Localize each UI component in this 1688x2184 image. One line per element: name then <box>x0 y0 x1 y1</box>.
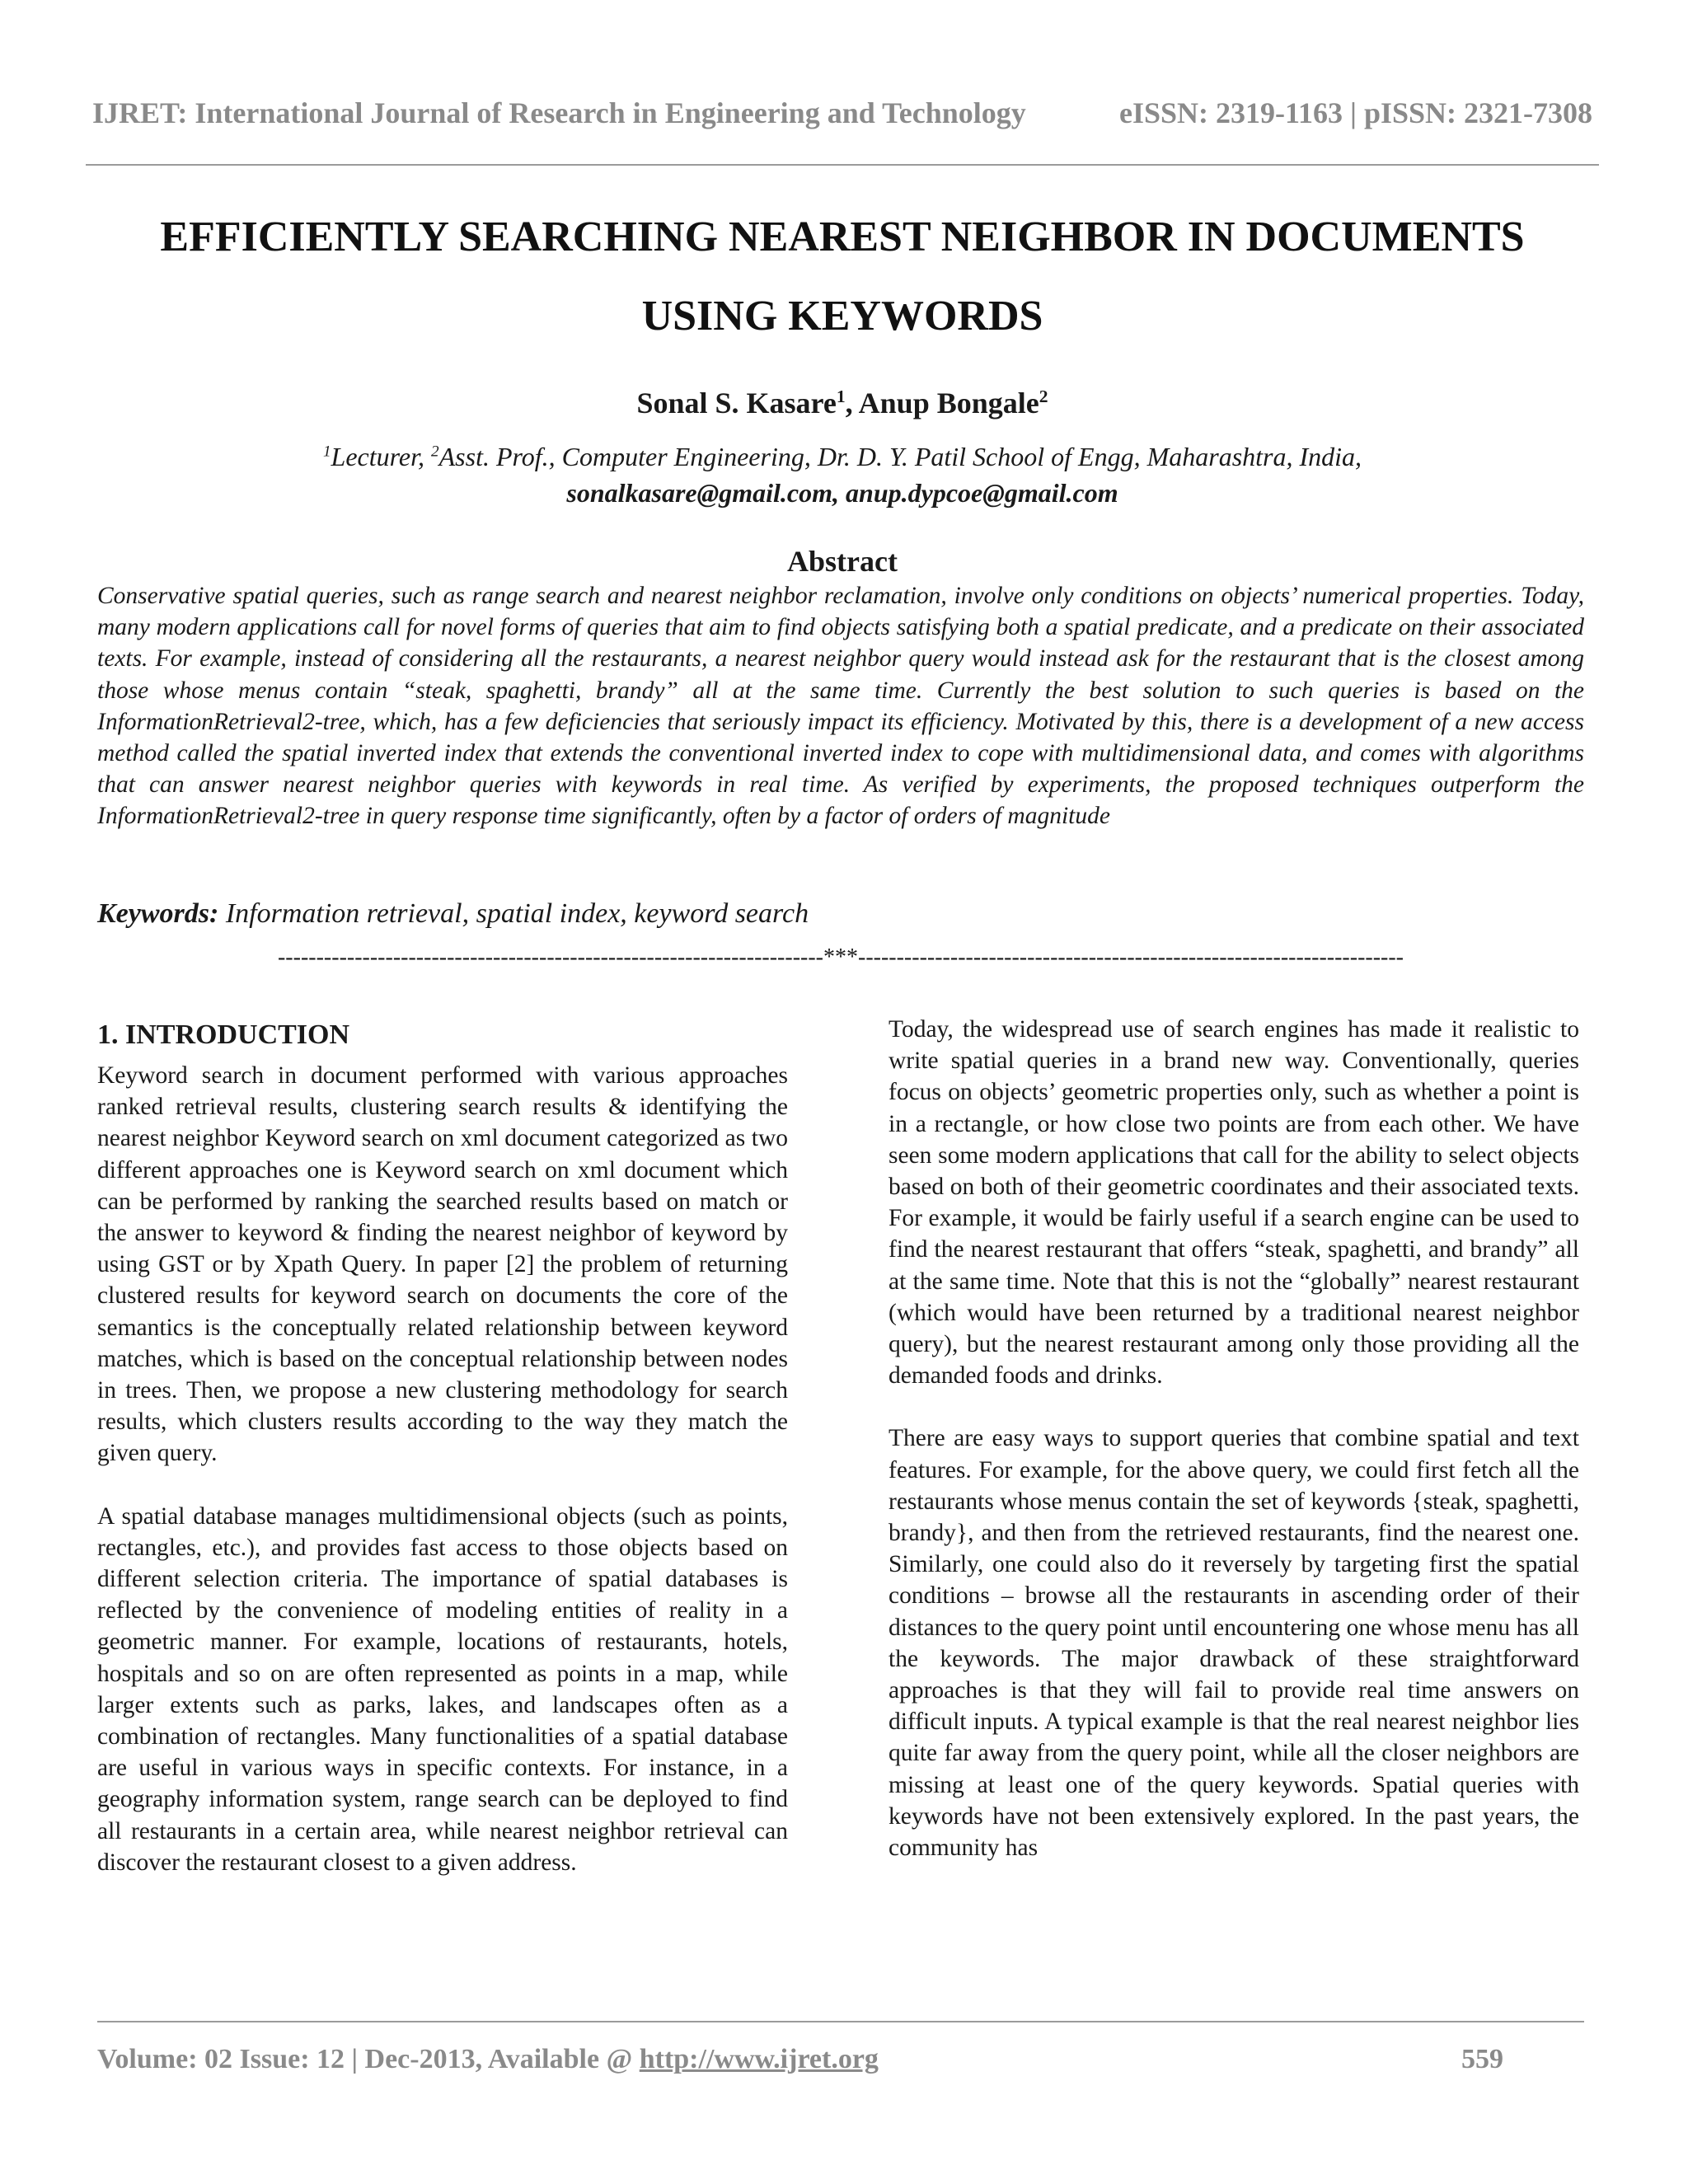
affil-role-2: Asst. Prof., Computer Engineering, Dr. D. Y. Patil School of Engg, Maharashtra, India, <box>438 442 1362 471</box>
page-number: 559 <box>1461 2044 1503 2074</box>
paper-title <box>86 198 1599 356</box>
paragraph: Keyword search in document performed with various approaches ranked retrieval results, clustering search results & identifying the nearest neighbor Keyword search on xml document categorized as two different approaches one is Keyword search on xml document which can be performed by ranking the searched results based on match or the answer to keyword & finding the nearest neighbor of keyword by using GST or by Xpath Query. In paper [2] the problem of returning clustered results for keyword search on documents the core of the semantics is the conceptually related relationship between keyword matches, which is based on the conceptual relationship between nodes in trees. Then, we propose a new clustering methodology for search results, which clusters results according to the way they match the given query. <box>97 1062 788 1467</box>
authors <box>86 386 1599 420</box>
author-2-sup: 2 <box>1039 387 1048 406</box>
keywords <box>97 898 1584 930</box>
abstract-heading: Abstract <box>787 545 898 578</box>
footer-volume-text: Volume: 02 Issue: 12 | Dec-2013, Available @ <box>97 2044 640 2074</box>
author-emails: sonalkasare@gmail.com, anup.dypcoe@gmail.com <box>566 478 1118 508</box>
section-heading-introduction: 1. INTRODUCTION <box>97 1019 350 1050</box>
author-1: Sonal S. Kasare <box>636 387 837 419</box>
author-sep: , <box>845 387 859 419</box>
right-column <box>889 1014 1579 1895</box>
keywords-text: Information retrieval, spatial index, keyword search <box>218 898 809 929</box>
affil-sup-2: 2 <box>431 443 439 461</box>
affil-sup-1: 1 <box>322 443 331 461</box>
header-rule <box>86 164 1599 166</box>
title-line-2: USING KEYWORDS <box>641 293 1043 340</box>
running-header <box>92 96 1592 130</box>
paragraph: A spatial database manages multidimensional objects (such as points, rectangles, etc.), and provides fast access to those objects based on different selection criteria. The importance of spatial databases is reflected by the convenience of modeling entities of reality in a geometric manner. For example, locations of restaurants, hotels, hospitals and so on are often represented as points in a map, while larger extents such as parks, lakes, and landscapes often as a combination of rectangles. Many functionalities of a spatial database are useful in various ways in specific contexts. For instance, in a geography information system, range search can be deployed to find all restaurants in a certain area, while nearest neighbor retrieval can discover the restaurant closest to a given address. <box>97 1502 788 1876</box>
paragraph: Today, the widespread use of search engines has made it realistic to write spatial queries in a brand new way. Conventionally, queries focus on objects’ geometric properties only, such as whether a point is in a rectangle, or how close two points are from each other. We have seen some modern applications that call for the ability to select objects based on both of their geometric coordinates and their associated texts. For example, it would be fairly useful if a search engine can be used to find the nearest restaurant that offers “steak, spaghetti, and brandy” all at the same time. Note that this is not the “globally” nearest restaurant (which would have been returned by a traditional nearest neighbor query), but the nearest restaurant among only those providing all the demanded foods and drinks. <box>889 1016 1579 1390</box>
author-1-sup: 1 <box>836 387 846 406</box>
footer-rule <box>97 2021 1584 2022</box>
abstract-text: Conservative spatial queries, such as range search and nearest neighbor reclamation, involve only conditions on objects’ numerical properties. Today, many modern applications call for novel forms of queries that aim to find objects satisfying both a spatial predicate, and a predicate on their associated texts. For example, instead of considering all the restaurants, a nearest neighbor query would instead ask for the restaurant that is the closest among those whose menus contain “steak, spaghetti, brandy” all at the same time. Currently the best solution to such queries is based on the InformationRetrieval2-tree, which, has a few deficiencies that seriously impact its efficiency. Motivated by this, there is a development of a new access method called the spatial inverted index that extends the conventional inverted index to cope with multidimensional data, and comes with algorithms that can answer nearest neighbor queries with keywords in real time. As verified by experiments, the proposed techniques outperform the InformationRetrieval2-tree in query response time significantly, often by a factor of orders of magnitude <box>97 583 1584 830</box>
issn: eISSN: 2319-1163 | pISSN: 2321-7308 <box>1119 96 1592 129</box>
left-column <box>97 1014 788 1910</box>
author-2: Anup Bongale <box>858 387 1039 419</box>
affil-role-1: Lecturer, <box>331 442 432 471</box>
journal-name: IJRET: International Journal of Research in Engineering and Technology <box>92 96 1026 129</box>
running-footer <box>97 2044 1503 2075</box>
journal-url-link[interactable]: http://www.ijret.org <box>639 2044 879 2074</box>
title-line-1: EFFICIENTLY SEARCHING NEAREST NEIGHBOR IN DOCUMENTS <box>160 213 1525 260</box>
footer-volume <box>97 2044 879 2075</box>
keywords-label: Keywords: <box>97 898 219 929</box>
affiliation <box>86 442 1599 472</box>
paragraph: There are easy ways to support queries that combine spatial and text features. For example, for the above query, we could first fetch all the restaurants whose menus contain the set of keywords {steak, spaghetti, brandy}, and then from the retrieved restaurants, find the nearest one. Similarly, one could also do it reversely by targeting first the spatial conditions – browse all the restaurants in ascending order of their distances to the query point until encountering one whose menu has all the keywords. The major drawback of these straightforward approaches is that they will fail to provide real time answers on difficult inputs. A typical example is that the real nearest neighbor lies quite far away from the query point, while all the closer neighbors are missing at least one of the query keywords. Spatial queries with keywords have not been extensively explored. In the past years, the community has <box>889 1425 1579 1862</box>
section-separator: -----------------------------------------------------------------------***----------------------------------------------------------------------- <box>277 944 1404 970</box>
